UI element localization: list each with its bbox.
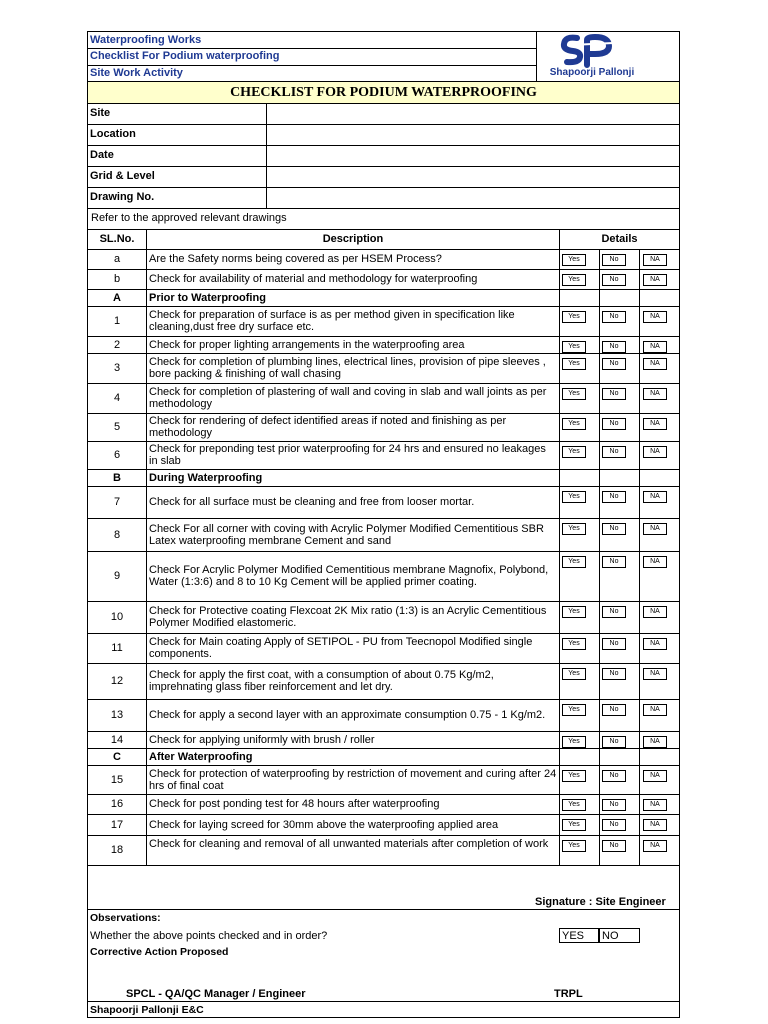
option-yes-checkbox[interactable]: Yes bbox=[562, 446, 586, 458]
row-sl-number: 3 bbox=[113, 362, 121, 374]
option-na-checkbox[interactable]: NA bbox=[643, 638, 667, 650]
option-yes-checkbox[interactable]: Yes bbox=[562, 638, 586, 650]
page-title: CHECKLIST FOR PODIUM WATERPROOFING bbox=[88, 82, 679, 103]
row-sl-number: a bbox=[113, 253, 121, 265]
divider bbox=[88, 289, 679, 290]
row-sl-number: 17 bbox=[110, 818, 124, 831]
divider bbox=[536, 32, 537, 81]
column-header-details: Details bbox=[601, 233, 638, 245]
row-description: Check for Protective coating Flexcoat 2K Mix ratio (1:3) is an Acrylic Cementitious Polymer Modified elastomeric. bbox=[149, 605, 547, 629]
column-header-description: Description bbox=[322, 233, 384, 245]
row-sl-number: 5 bbox=[113, 421, 121, 433]
option-yes-checkbox[interactable]: Yes bbox=[562, 736, 586, 748]
obs-no-box[interactable] bbox=[599, 928, 640, 943]
row-description: Are the Safety norms being covered as per HSEM Process? bbox=[149, 253, 442, 265]
option-no-checkbox[interactable]: No bbox=[602, 254, 626, 266]
option-yes-checkbox[interactable]: Yes bbox=[562, 770, 586, 782]
section-heading: During Waterproofing bbox=[149, 472, 263, 484]
option-no-checkbox[interactable]: No bbox=[602, 736, 626, 748]
row-description: Check For all corner with coving with Acrylic Polymer Modified Cementitious SBR Latex waterproofing membrane Cement and sand bbox=[149, 522, 544, 547]
option-na-checkbox[interactable]: NA bbox=[643, 254, 667, 266]
row-sl-number: C bbox=[113, 750, 121, 763]
info-value-field[interactable] bbox=[267, 188, 677, 207]
divider bbox=[88, 1001, 679, 1002]
row-description: Check for completion of plumbing lines, electrical lines, provision of pipe sleeves , bore packing & finishing of wall chasing bbox=[149, 356, 546, 380]
option-no-checkbox[interactable]: No bbox=[602, 638, 626, 650]
divider bbox=[639, 249, 640, 865]
row-sl-number: 7 bbox=[113, 496, 121, 508]
option-na-checkbox[interactable]: NA bbox=[643, 668, 667, 680]
option-yes-checkbox[interactable]: Yes bbox=[562, 799, 586, 811]
option-no-checkbox[interactable]: No bbox=[602, 668, 626, 680]
info-label: Date bbox=[90, 149, 114, 161]
info-label: Grid & Level bbox=[90, 170, 155, 182]
obs-no-label: NO bbox=[602, 930, 619, 942]
header-line-3: Site Work Activity bbox=[90, 67, 183, 79]
divider bbox=[88, 633, 679, 634]
option-na-checkbox[interactable]: NA bbox=[643, 799, 667, 811]
divider bbox=[88, 383, 679, 384]
footer-company: Shapoorji Pallonji E&C bbox=[90, 1004, 204, 1016]
info-label: Site bbox=[90, 107, 111, 119]
row-sl-number: B bbox=[113, 471, 121, 484]
row-sl-number: 6 bbox=[113, 449, 121, 461]
option-na-checkbox[interactable]: NA bbox=[643, 418, 667, 430]
row-sl-number: 16 bbox=[110, 798, 124, 810]
signature-label: Signature : Site Engineer bbox=[535, 896, 666, 908]
divider bbox=[88, 835, 679, 836]
row-description: Check for applying uniformly with brush / roller bbox=[149, 733, 375, 746]
option-yes-checkbox[interactable]: Yes bbox=[562, 311, 586, 323]
option-no-checkbox[interactable]: No bbox=[602, 311, 626, 323]
option-na-checkbox[interactable]: NA bbox=[643, 274, 667, 286]
option-no-checkbox[interactable]: No bbox=[602, 491, 626, 503]
row-sl-number: 13 bbox=[110, 709, 124, 721]
row-sl-number: 12 bbox=[110, 675, 124, 687]
row-description: Check for protection of waterproofing by restriction of movement and curing after 24 hrs of final coat bbox=[149, 767, 557, 792]
info-value-field[interactable] bbox=[267, 167, 677, 186]
option-yes-checkbox[interactable]: Yes bbox=[562, 341, 586, 353]
option-na-checkbox[interactable]: NA bbox=[643, 446, 667, 458]
header-line-1: Waterproofing Works bbox=[90, 34, 202, 46]
divider bbox=[88, 249, 679, 250]
option-no-checkbox[interactable]: No bbox=[602, 358, 626, 370]
row-description: Check for rendering of defect identified areas if noted and finishing as per methodology bbox=[149, 415, 507, 439]
divider bbox=[88, 336, 679, 337]
option-no-checkbox[interactable]: No bbox=[602, 341, 626, 353]
option-yes-checkbox[interactable]: Yes bbox=[562, 819, 586, 831]
row-sl-number: 10 bbox=[110, 611, 124, 623]
observations-question: Whether the above points checked and in order? bbox=[90, 930, 328, 942]
section-heading: Prior to Waterproofing bbox=[149, 292, 266, 304]
divider bbox=[88, 306, 679, 307]
option-na-checkbox[interactable]: NA bbox=[643, 358, 667, 370]
option-yes-checkbox[interactable]: Yes bbox=[562, 254, 586, 266]
observations-label: Observations: bbox=[90, 912, 161, 924]
row-sl-number: 15 bbox=[110, 773, 124, 786]
row-description: Check for all surface must be cleaning and free from looser mortar. bbox=[149, 496, 475, 508]
option-yes-checkbox[interactable]: Yes bbox=[562, 556, 586, 568]
info-value-field[interactable] bbox=[267, 104, 677, 123]
option-no-checkbox[interactable]: No bbox=[602, 606, 626, 618]
obs-yes-box[interactable] bbox=[559, 928, 599, 943]
row-description: Check for preponding test prior waterproofing for 24 hrs and ensured no leakages in slab bbox=[149, 443, 546, 467]
divider bbox=[88, 208, 679, 209]
row-description: Check for proper lighting arrangements in the waterproofing area bbox=[149, 338, 465, 351]
row-description: Check for Main coating Apply of SETIPOL - PU from Teecnopol Modified single components. bbox=[149, 636, 533, 660]
row-sl-number: 9 bbox=[113, 570, 121, 582]
info-value-field[interactable] bbox=[267, 125, 677, 144]
option-na-checkbox[interactable]: NA bbox=[643, 736, 667, 748]
option-na-checkbox[interactable]: NA bbox=[643, 840, 667, 852]
option-no-checkbox[interactable]: No bbox=[602, 418, 626, 430]
divider bbox=[88, 663, 679, 664]
row-sl-number: 8 bbox=[113, 528, 121, 541]
info-label: Location bbox=[90, 128, 136, 140]
divider bbox=[88, 469, 679, 470]
option-yes-checkbox[interactable]: Yes bbox=[562, 840, 586, 852]
divider bbox=[88, 413, 679, 414]
option-no-checkbox[interactable]: No bbox=[602, 556, 626, 568]
info-label: Drawing No. bbox=[90, 191, 155, 203]
row-description: Check For Acrylic Polymer Modified Cementitious membrane Magnofix, Polybond, Water (1:3:6) and 8 to 10 Kg Cement will be applied primer coating. bbox=[149, 564, 549, 588]
divider bbox=[266, 103, 267, 208]
divider bbox=[146, 229, 147, 865]
row-description: Check for cleaning and removal of all unwanted materials after completion of work bbox=[149, 838, 549, 850]
row-description: Check for apply the first coat, with a consumption of about 0.75 Kg/m2, imprehnating glass fiber reinforcement and let dry. bbox=[149, 669, 494, 693]
option-na-checkbox[interactable]: NA bbox=[643, 556, 667, 568]
row-description: Check for completion of plastering of wall and coving in slab and wall joints as per methodology bbox=[149, 386, 547, 410]
row-description: Check for availability of material and methodology for waterproofing bbox=[149, 273, 478, 285]
option-na-checkbox[interactable]: NA bbox=[643, 704, 667, 716]
divider bbox=[599, 249, 600, 865]
divider bbox=[88, 353, 679, 354]
option-na-checkbox[interactable]: NA bbox=[643, 606, 667, 618]
divider bbox=[88, 748, 679, 749]
option-yes-checkbox[interactable]: Yes bbox=[562, 704, 586, 716]
option-na-checkbox[interactable]: NA bbox=[643, 341, 667, 353]
row-sl-number: 1 bbox=[113, 315, 121, 327]
logo-text: Shapoorji Pallonji bbox=[549, 67, 635, 78]
row-description: Check for laying screed for 30mm above the waterproofing applied area bbox=[149, 818, 499, 831]
divider bbox=[88, 731, 679, 732]
divider bbox=[88, 601, 679, 602]
row-description: Check for apply a second layer with an approximate consumption 0.75 - 1 Kg/m2. bbox=[149, 709, 546, 721]
divider bbox=[88, 441, 679, 442]
divider bbox=[88, 551, 679, 552]
option-yes-checkbox[interactable]: Yes bbox=[562, 388, 586, 400]
divider bbox=[88, 518, 679, 519]
row-sl-number: 2 bbox=[113, 338, 121, 351]
row-description: Check for preparation of surface is as per method given in specification like cleaning,dust free dry surface etc. bbox=[149, 309, 515, 333]
option-no-checkbox[interactable]: No bbox=[602, 388, 626, 400]
option-yes-checkbox[interactable]: Yes bbox=[562, 418, 586, 430]
divider bbox=[88, 814, 679, 815]
corrective-action-label: Corrective Action Proposed bbox=[90, 946, 229, 958]
divider bbox=[88, 765, 679, 766]
footer-trpl: TRPL bbox=[554, 988, 583, 1000]
row-description: Check for post ponding test for 48 hours after waterproofing bbox=[149, 798, 440, 810]
info-value-field[interactable] bbox=[267, 146, 677, 165]
checklist-sheet bbox=[87, 31, 680, 1018]
option-no-checkbox[interactable]: No bbox=[602, 819, 626, 831]
footer-qaqc: SPCL - QA/QC Manager / Engineer bbox=[126, 988, 306, 1000]
option-yes-checkbox[interactable]: Yes bbox=[562, 668, 586, 680]
company-logo bbox=[543, 34, 641, 80]
divider bbox=[88, 269, 679, 270]
sp-logo-icon bbox=[543, 34, 641, 68]
option-na-checkbox[interactable]: NA bbox=[643, 770, 667, 782]
row-sl-number: b bbox=[113, 273, 121, 285]
option-na-checkbox[interactable]: NA bbox=[643, 819, 667, 831]
column-header-sl: SL.No. bbox=[99, 233, 135, 245]
option-na-checkbox[interactable]: NA bbox=[643, 523, 667, 535]
option-na-checkbox[interactable]: NA bbox=[643, 388, 667, 400]
option-no-checkbox[interactable]: No bbox=[602, 274, 626, 286]
option-no-checkbox[interactable]: No bbox=[602, 446, 626, 458]
refer-text: Refer to the approved relevant drawings bbox=[91, 212, 287, 224]
divider bbox=[88, 699, 679, 700]
option-no-checkbox[interactable]: No bbox=[602, 523, 626, 535]
option-na-checkbox[interactable]: NA bbox=[643, 491, 667, 503]
option-yes-checkbox[interactable]: Yes bbox=[562, 358, 586, 370]
row-sl-number: 14 bbox=[110, 733, 124, 746]
option-na-checkbox[interactable]: NA bbox=[643, 311, 667, 323]
option-no-checkbox[interactable]: No bbox=[602, 799, 626, 811]
option-no-checkbox[interactable]: No bbox=[602, 770, 626, 782]
row-sl-number: A bbox=[113, 291, 121, 304]
option-no-checkbox[interactable]: No bbox=[602, 704, 626, 716]
option-yes-checkbox[interactable]: Yes bbox=[562, 523, 586, 535]
divider bbox=[88, 794, 679, 795]
divider bbox=[88, 909, 679, 910]
divider bbox=[559, 229, 560, 865]
section-heading: After Waterproofing bbox=[149, 751, 253, 763]
obs-yes-label: YES bbox=[562, 930, 585, 942]
option-yes-checkbox[interactable]: Yes bbox=[562, 491, 586, 503]
divider bbox=[88, 486, 679, 487]
option-no-checkbox[interactable]: No bbox=[602, 840, 626, 852]
divider bbox=[88, 229, 679, 230]
header-line-2: Checklist For Podium waterproofing bbox=[90, 50, 280, 62]
option-yes-checkbox[interactable]: Yes bbox=[562, 274, 586, 286]
option-yes-checkbox[interactable]: Yes bbox=[562, 606, 586, 618]
row-sl-number: 4 bbox=[113, 392, 121, 404]
divider bbox=[88, 865, 679, 866]
row-sl-number: 11 bbox=[111, 642, 123, 654]
row-sl-number: 18 bbox=[110, 844, 124, 856]
